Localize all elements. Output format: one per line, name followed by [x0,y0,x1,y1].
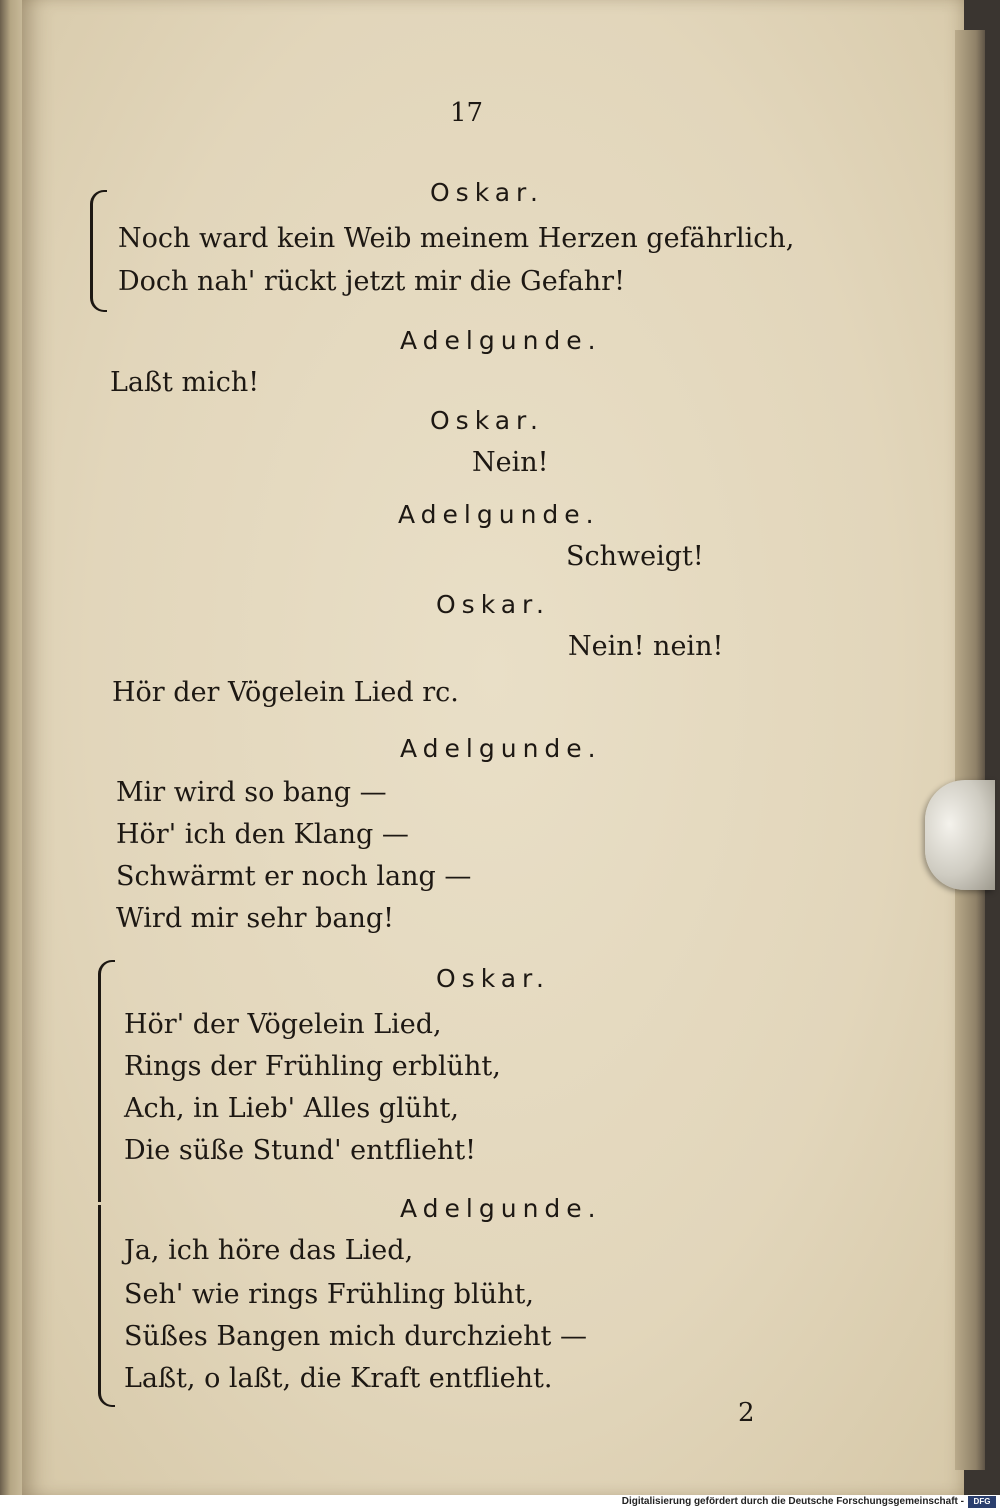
verse-line: Die süße Stund' entflieht! [124,1135,477,1166]
page-number: 17 [450,98,484,128]
verse-line: Seh' wie rings Frühling blüht, [124,1279,534,1310]
verse-line: Noch ward kein Weib meinem Herzen gefährlich, [118,223,795,254]
verse-line: Mir wird so bang — [116,777,387,808]
dfg-logo: DFG [968,1496,996,1508]
verse-line: Nein! [472,447,549,478]
speaker-label: Adelgunde. [400,326,602,355]
verse-line: Hör der Vögelein Lied rc. [112,677,459,708]
verse-line: Nein! nein! [568,631,724,662]
verse-line: Ja, ich höre das Lied, [124,1235,414,1266]
speaker-label: Oskar. [436,590,550,619]
verse-line: Hör' der Vögelein Lied, [124,1009,442,1040]
footer-credit: Digitalisierung gefördert durch die Deutsche Forschungsgemeinschaft - [621,1496,964,1507]
page-clip [925,780,995,890]
verse-line: Schweigt! [566,541,704,572]
speaker-label: Oskar. [430,178,544,207]
speaker-label: Oskar. [430,406,544,435]
verse-line: Süßes Bangen mich durchzieht — [124,1321,587,1352]
speaker-label: Adelgunde. [398,500,600,529]
right-page-edge [955,30,985,1470]
brace [98,1205,115,1407]
speaker-label: Oskar. [436,964,550,993]
speaker-label: Adelgunde. [400,1194,602,1223]
verse-line: Hör' ich den Klang — [116,819,409,850]
brace [98,960,115,1202]
footer-bar [0,1495,1000,1509]
verse-line: Ach, in Lieb' Alles glüht, [124,1093,459,1124]
verse-line: Wird mir sehr bang! [116,903,395,934]
verse-line: Doch nah' rückt jetzt mir die Gefahr! [118,266,625,297]
speaker-label: Adelgunde. [400,734,602,763]
verse-line: Laßt, o laßt, die Kraft entflieht. [124,1363,553,1394]
signature-mark: 2 [738,1398,755,1428]
verse-line: Schwärmt er noch lang — [116,861,472,892]
brace [90,190,107,312]
verse-line: Laßt mich! [110,367,260,398]
verse-line: Rings der Frühling erblüht, [124,1051,501,1082]
